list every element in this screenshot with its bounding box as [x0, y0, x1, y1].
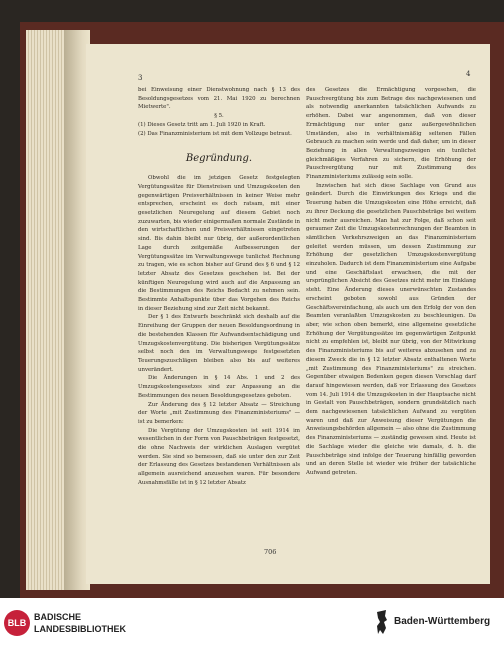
paragraph: Die Änderungen in § 14 Abs. 1 und 2 des Umzugskostengesetzes sind zur Anpassung an die Bestimmungen des neuen Besoldungsgesetzes geboten.	[138, 375, 300, 399]
paragraph: bei Einweisung einer Dienstwohnung nach § 13 des Besoldungsgesetzes vom 21. Mai 1920 zu berechnen Mietwerte".	[138, 87, 300, 111]
section-heading: Begründung.	[185, 153, 253, 165]
right-page-number: 4	[466, 70, 471, 78]
state-name: Baden-Württemberg	[394, 616, 491, 627]
paragraph: (1) Dieses Gesetz tritt am 1. Juli 1920 in Kraft.	[138, 121, 266, 128]
library-name	[34, 611, 126, 635]
left-text-column	[138, 86, 300, 488]
page-edges	[26, 30, 66, 590]
library-name-line-2: LANDESBIBLIOTHEK	[34, 624, 126, 634]
left-page-number: 3	[138, 74, 143, 82]
paragraph: Inzwischen hat sich diese Sachlage von Grund aus geändert. Durch die Einwirkungen des Kriegs und die Teuerung haben die Umzugskosten eine Höhe erreicht, daß zu ihrer Deckung die gesetzlichen Pauschbeträge bei weitem nicht mehr ausreichen. Man hat zur Folge, daß schon seit geraumer Zeit die Umzugskostenrechnungen der Beamten in sämtlichen Verkehrszweigen an das Finanzministerium geleitet werden müssen, um dessen Zustimmung zur Erhöhung der gesetzlichen Umzugskostenvergütung einzuholen. Dadurch ist dem Finanzministerium eine Aufgabe und eine Geschäftslast erwachsen, die mit der ursprünglichen Absicht des Gesetzes nicht mehr im Einklang steht. Eine Änderung dieses unerwünschten Zustandes erscheint geboten sowohl aus Gründen der Geschäftsvereinfachung, als auch um den Erfolg der von den Beamten veranlaßten Umzugskosten zu beschleunigen. Da aber, wie schon oben bemerkt, eine allgemeine gesetzliche Erhöhung der Vergütungssätze im gegenwärtigen Zeitpunkt nicht zu empfehlen ist, bleibt nur übrig, von der Mitwirkung des Finanzministeriums bis auf weiteres abzusehen und zu diesem Zweck die in § 12 letzter Absatz enthaltenen Worte „mit Zustimmung des Finanzministeriums" zu streichen. Gegenüber etwaigen Bedenken gegen diesen Vorschlag darf darauf hingewiesen werden, daß vor Erlassung des Gesetzes vom 14. Juli 1914 die Umzugskosten in der Hauptsache nicht in Gestalt von Pauschbeträgen, sondern grundsätzlich nach dem nachgewiesenen tatsächlichen Aufwand zu vergüten waren und daß zur Anweisung dieser Vergütungen die Anweisungsbehörden allgemein — also ohne die Zustimmung des Finanzministeriums — zuständig gewesen sind. Heute ist die Sachlage wieder die gleiche wie damals, d. h. die Pauschbeträge sind infolge der Teuerung hinfällig geworden und an deren Stelle ist wieder wie früher der tatsächliche Aufwand getreten.	[306, 182, 476, 476]
blb-logo: BLB	[4, 610, 30, 636]
viewer-footer	[0, 598, 504, 645]
paragraph: des Gesetzes die Ermächtigung vorgesehen, die Pauschvergütung bis zum Betrage des nachgewiesenen und als notwendig anerkannten tatsächlichen Aufwands zu erhöhen. Dabei war angenommen, daß von dieser Ermächtigung nur unter ganz außergewöhnlichen Umständen, also in verhältnismäßig seltenen Fällen Gebrauch zu machen sein werde und daß daher, um in dieser Beziehung in allen Verwaltungszweigen ein tunlichst gleichmäßiges Verfahren zu sichern, die Erhöhung der Pauschvergütung nur mit Zustimmung des Finanzministeriums zulässig sein solle.	[306, 87, 476, 181]
paragraph: Die Vergütung der Umzugskosten ist seit 1914 im wesentlichen in der Form von Pauschbeträgen festgesetzt, die ohne Nachweis der wirklichen Auslagen vergütet werden. Sie sind so bemessen, daß sie unter den zur Zeit der Erlassung des Gesetzes bestandenen Verhältnissen als allgemein ausreichend anzusehen waren. Für besondere Ausnahmsfälle ist in § 12 letzter Absatz	[138, 427, 300, 486]
library-name-line-1: BADISCHE	[34, 612, 82, 622]
footer-page-number: 706	[264, 548, 277, 556]
paragraph: § 5.	[214, 113, 224, 120]
baden-wuerttemberg-lion-icon	[374, 608, 390, 636]
right-text-column	[306, 86, 476, 478]
paragraph: Obwohl die im jetzigen Gesetz festgelegten Vergütungssätze für Dienstreisen und Umzugskosten den gegenwärtigen Preisverhältnissen in keiner Weise mehr entsprechen, erscheint es doch ratsam, mit einer gesetzlichen Neuregelung auf diesem Gebiet noch zuzuwarten, bis wieder einigermaßen normale Zustände in den wirtschaftlichen und Preisverhältnissen eingetreten sind. Bis dahin bleibt nur übrig, der außerordentlichen Lage durch zeitgemäße Aufbesserungen der Vergütungssätze im Verwaltungswege tunlichst Rechnung zu tragen, wie es schon bisher auf Grund des § 6 und § 12 letzter Absatz des Gesetzes geschehen ist. Bei der künftigen Neuregelung wird auch auf die Anpassung an die Bestimmungen des Reichs Bedacht zu nehmen sein. Bestimmte Anhaltspunkte über das Vorgehen des Reichs in dieser Beziehung sind zur Zeit nicht bekannt.	[138, 175, 300, 312]
paragraph: Der § 1 des Entwurfs beschränkt sich deshalb auf die Einreihung der Gruppen der neuen Besoldungsordnung in die bestehenden Klassen für Aufwandsentschädigung und Umzugskostenvergütung. Die bisherigen Vergütungssätze selbst noch den im Verwaltungswege festgesetzten Teuerungszuschlägen bleiben also bis auf weiteres unverändert.	[138, 314, 300, 373]
paragraph: Zur Änderung des § 12 letzter Absatz — Streichung der Worte „mit Zustimmung des Finanzministeriums" — ist zu bemerken:	[138, 401, 300, 425]
paragraph: (2) Das Finanzministerium ist mit dem Vollzuge betraut.	[138, 130, 292, 137]
